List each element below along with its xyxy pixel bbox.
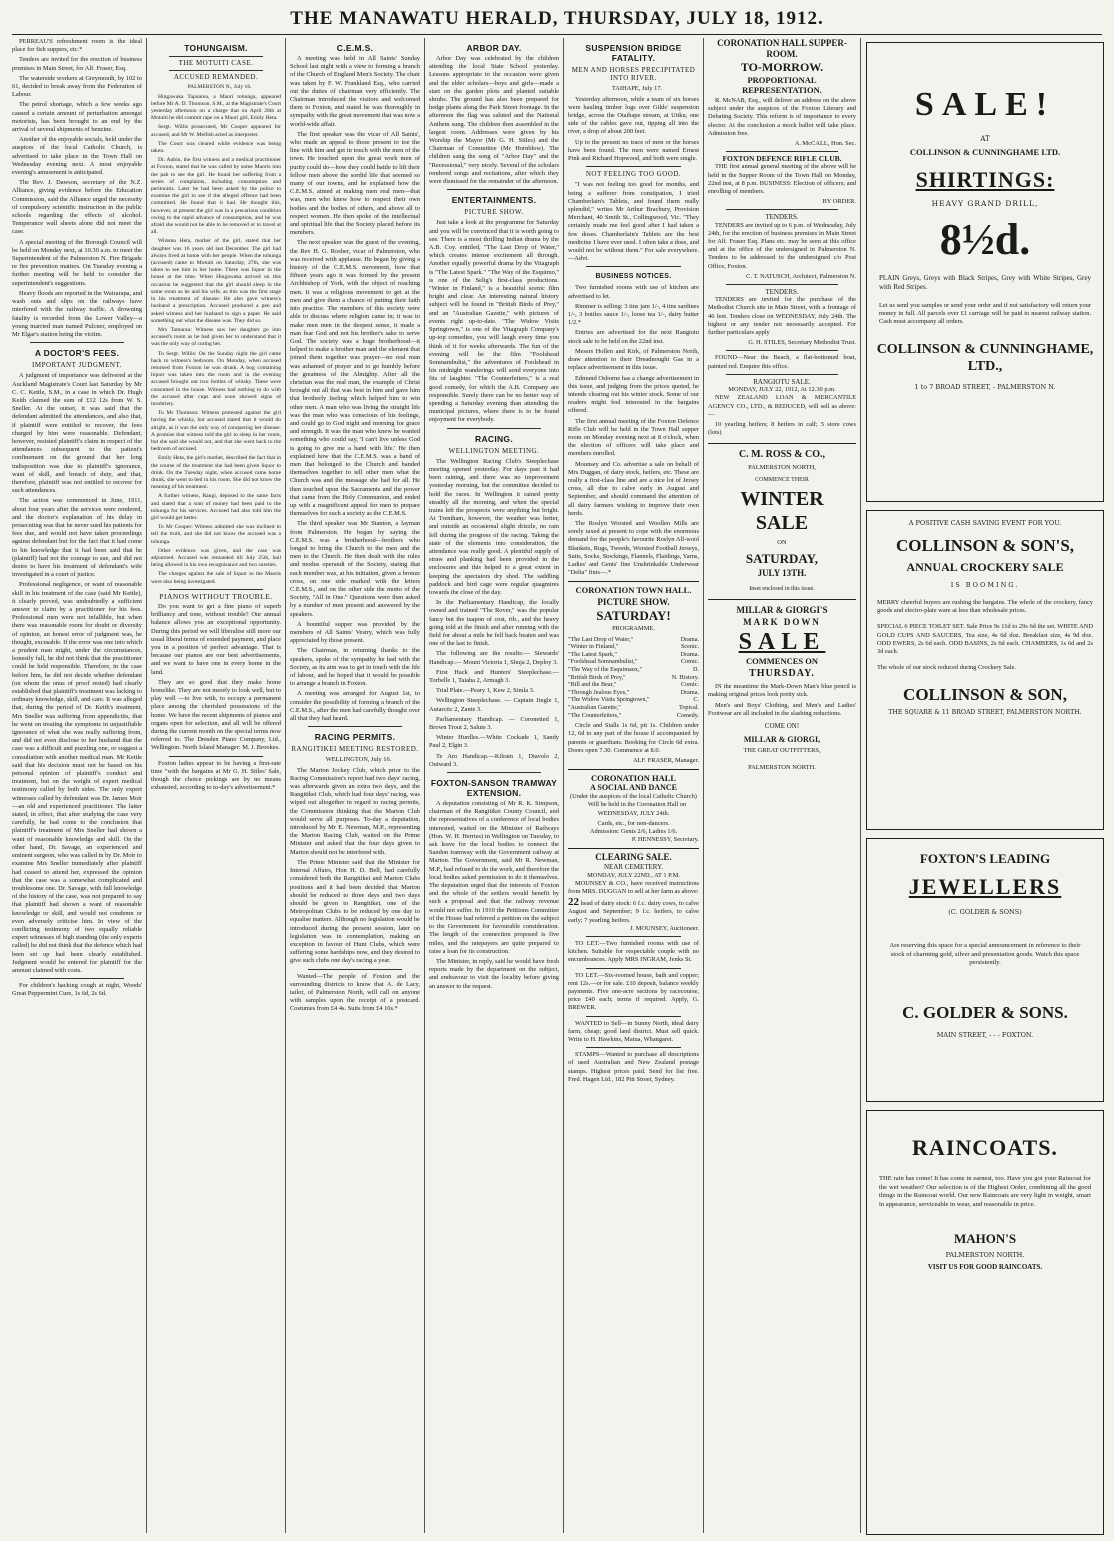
ad-coronation-town-hall bbox=[568, 581, 699, 765]
divider bbox=[586, 968, 681, 969]
paragraph: PLAIN Greys, Greys with Black Stripes, Grey with White Stripes, Grey with Red Stripes. bbox=[879, 274, 1091, 291]
programme-film-title: "British Birds of Prey," bbox=[568, 673, 626, 681]
ad-subtitle: NEAR CEMETERY. bbox=[604, 863, 663, 872]
paragraph: The charges against the sale of liquor to the Maoris were also being investigated. bbox=[151, 571, 281, 585]
ad-line: HEAVY GRAND DRILL, bbox=[931, 199, 1039, 208]
paragraph: Let us send you samples or send your order and if not satisfactory will return your money in full. All parcels over £1 carriage will be paid to nearest railway station. Cash must accompany all orders. bbox=[879, 302, 1091, 326]
subhead: THE MOTUITI CASE. bbox=[178, 59, 254, 67]
divider bbox=[726, 209, 838, 210]
ad-coronation-hall-social bbox=[568, 769, 699, 844]
programme-film-genre: Drama. bbox=[680, 650, 699, 658]
ad-title: C. M. ROSS & CO., bbox=[738, 449, 826, 461]
ad-line: Cards, etc., for non-dancers. bbox=[597, 819, 670, 827]
programme-film-title: "Through Jealous Eyes," bbox=[568, 688, 630, 696]
headline-entertainments: ENTERTAINMENTS. bbox=[451, 195, 537, 206]
paragraph: Wellington Steeplechase. — Captain Jingle 1, Autarctic 2, Zante 3. bbox=[429, 697, 559, 713]
ad-mahons-raincoats bbox=[866, 1110, 1104, 1535]
programme-film-genre: Drama. bbox=[680, 688, 699, 696]
programme-film-title: "The Widow Visits Springtown," bbox=[568, 696, 650, 704]
signature: ALF. FRASER, Manager. bbox=[632, 756, 699, 764]
divider bbox=[586, 1016, 681, 1017]
programme-film-genre: Comic. bbox=[680, 681, 699, 689]
programme-film-genre: Comic. bbox=[680, 658, 699, 666]
ad-title: FOXTON'S LEADING bbox=[919, 851, 1051, 866]
paragraph: Rimmer is selling: 3 tins jam 1/-, 4 tins sardines 1/-, 3 bottles sauce 1/-, loose tea 1/-, dairy butter 1/2.* bbox=[568, 302, 699, 327]
ad-sign: COLLINSON & SON, bbox=[903, 685, 1067, 705]
ad-firm-name: C. GOLDER & SONS. bbox=[902, 1002, 1068, 1022]
paragraph: They are so good that they make home homelike. They are not merely to look well, but to play well —to live with, to occupy a permanent place among the cherished possessions of the home. We have the recent shipments of pianos and organs open for selection, and all will be offered during the current month on the special terms now referred to. The Dresden Piano Company, Ltd., Wellington. North Island Manager: M. J. Brookes. bbox=[151, 678, 281, 752]
divider bbox=[308, 726, 402, 727]
programme-film-genre: Scenic. bbox=[680, 643, 699, 651]
ad-winter: WINTER bbox=[740, 487, 824, 510]
paragraph: Just take a look at the programme for Saturday and you will be convinced that it is worth going to see. There is a most thrilling Indian drama by the A.B. Coy. entitled, "The Last Drop of Water," which creates intense excitement all through. Another equally powerful drama by the Vitagraph is "The Latest Spark." "The Way of the Esquimo," is one of the Selig's first-class productions. "Winter in Finland," is a beautiful scenic film bright and clear. An interesting natural history subject will be found in "British Birds of Prey," and an "Australian Gazette," with pictures of events right up-to-date. "The Widow Visits Springtown," is one of the Vitagraph Company's up-top comedies, you will laugh every time you think of it for weeks afterwards. The fun of the evening will be the film "Foolshead Somnambulist," the adventures of Foolshead in his midnight wanderings will send everyone into fits of laughter. "The Counterfeiters," is a real good comedy, for which the A.B. Company are responsible. Surely there can be no better way of spending a Saturday evening than attending the municipal pictures, where there is to be found enjoyment for everybody. bbox=[429, 219, 559, 424]
paragraph: Tenders are invited for the erection of business premises in Main Street, for Alf. Fraser, Esq. bbox=[12, 56, 142, 72]
divider bbox=[169, 756, 263, 757]
headline-tramway: FOXTON-SANSON TRAMWAY EXTENSION. bbox=[430, 778, 558, 799]
ad-sale-title: SALE! bbox=[914, 86, 1056, 123]
divider bbox=[447, 428, 541, 429]
ad-sale: SALE bbox=[738, 629, 826, 656]
paragraph: The Roslyn Worsted and Woollen Mills are sorely taxed at present to cope with the enormous demand for the people's favourite Roslyn All-wool Blankets, Rugs, Tweeds, Worsted Football Jerseys, Suits, Socks, Stockings, Flannels, Flaidings, Yarns, Ladies' and Gents' fine Unshrinkable Underwear "Delta" finis—.* bbox=[568, 519, 699, 577]
divider bbox=[447, 772, 541, 773]
paragraph: To Sergt. Willis: On the Sunday night the girl came back to witness's bedroom. On Monday, when accused returned from Foxton he was drunk. A bog containing liquor was taken into the room and in the evening accused brought out two bottles of whisky. These were consumed in the house. Witness had nothing to do with the accused after cups and soon showed signs of insobriety. bbox=[151, 350, 281, 407]
divider bbox=[726, 284, 838, 285]
programme-film-title: "Foolshead Somnambulist," bbox=[568, 658, 638, 666]
signature: G. H. STILES, Secretary Methodist Trust. bbox=[748, 339, 856, 347]
divider bbox=[586, 936, 681, 937]
programme-film-genre: Drama. bbox=[680, 635, 699, 643]
programme-item bbox=[568, 643, 699, 651]
programme-item bbox=[568, 658, 699, 666]
programme-film-genre: Comedy. bbox=[676, 711, 699, 719]
column-rule bbox=[860, 38, 861, 1533]
ad-date: JULY 13TH. bbox=[757, 567, 807, 578]
ad-line: COMMENCES ON bbox=[745, 656, 818, 667]
paragraph: To Mr Cooper: Witness admitted she was inclined to tell the truth, and she did not know the accused was a tohunga. bbox=[151, 524, 281, 545]
divider bbox=[586, 166, 681, 167]
paragraph: SPECIAL 6 PIECE TOILET SET. Sale Price 9s 11d to 29s 6d the set. WHITE AND GOLD CUPS AND SAUCERS, Tea size, 4s 6d doz. Breakfast size, 4s 9d doz. ODD EWERS, 2s 6d each. ODD BASINS, 2s 6d each. CHAMBERS, 1s 6d and 2s 3d each. bbox=[877, 623, 1093, 656]
subhead: PICTURE SHOW. bbox=[464, 208, 524, 217]
divider bbox=[586, 266, 681, 267]
paragraph: PERREAU'S refreshment room is the ideal place for fish suppers, etc.* bbox=[12, 38, 142, 54]
ad-line: Admission: Gents 2/6, Ladies 1/6. bbox=[589, 827, 678, 835]
ad-firm-name: MAHON'S bbox=[953, 1231, 1017, 1247]
ad-day: THURSDAY. bbox=[749, 668, 815, 680]
paragraph: The Wellington Racing Club's Steeplechase meeting opened yesterday. For days past it had been raining, and there was no improvement yesterday morning, but the committee decided to hold the races. In Wellington it rained pretty steadily all the morning, and when the special trains left the prospects were anything but bright. At Trentham, however, the weather was better, and outside an occasional slight drizzle, no rain fell during the progress of the racing. Taking the state of the elements into consideration, the attendance was really good. A plentiful supply of straw and planking had been provided in the enclosures and this helped to a great extent in keeping the spectators dry shod. The saddling paddock and bird cage were regular quagmires towards the close of the day. bbox=[429, 457, 559, 596]
programme-item bbox=[568, 704, 699, 712]
ad-when: TO-MORROW. bbox=[740, 60, 824, 74]
programme-film-title: "The Counterfeiters," bbox=[568, 711, 622, 719]
paragraph: A meeting was arranged for August 1st, to consider the possibility of forming a branch of the C.E.M.S., after the men had carefully thought over all that they had heard. bbox=[290, 690, 420, 723]
paragraph: Messrs Hollen and Kirk, of Palmerston North, draw attention to their Dreadnought Gas in a replace advertisement in this issue. bbox=[568, 347, 699, 372]
paragraph: Are reserving this space for a special announcement in reference to their stock of charming gold, silver and presentation goods. Watch this space persistently. bbox=[889, 942, 1081, 966]
paragraph: Parliamentary Handicap. — Coronetted 1, Brown Trout 2, Salute 3. bbox=[429, 715, 559, 732]
ad-mark-down: MARK DOWN bbox=[743, 617, 821, 628]
paragraph: Emily Heta, the girl's mother, described the fact that in the course of the treatment she had been given liquor to drink. On the Tuesday night, when accused came home drunk, she went to bed in his room. She did not know the meaning of his treatment. bbox=[151, 455, 281, 491]
paragraph: Circle and Stalls 1s 6d, pit 1s. Children under 12, 6d to any part of the house if accompanied by parents or guardians. Booking for Circle 6d extra. Doors open 7.30. Commence at 8.0. bbox=[568, 722, 699, 754]
paragraph: THE rain has come! It has come in earnest, too. Have you got your Raincoat for the wet weather? Our selection is of the Highest Order, combining all the good things in the Raincoat world. Our new Raincoats are very light in weight, smart in appearance, serviceable in wear, and reasonable in price. bbox=[879, 1175, 1091, 1208]
headline-pianos: PIANOS WITHOUT TROUBLE. bbox=[159, 591, 273, 601]
signature: A. McCALL, Hon. Sec. bbox=[794, 140, 856, 148]
ad-sale: SALE bbox=[755, 511, 809, 534]
paragraph: Wiremu Heta, mother of the girl, stated that her daughter was 16 years old last December. The girl had always lived at home with her people. When the tohunga (accused) came to Motuiti on Saturday, 27th, she was taken to see him in her home. There was liquor in the house at the time. When Hingawaka arrived on this occasion he suggested that the girl should sleep in the same room as he and his wife, as this was the first stage in his treatment of disease. He also gave witness's husband a prescription. Accused produced a pen and asked witness and her husband to sign a paper. He said something out what the disease was. They did so. bbox=[151, 238, 281, 324]
ad-line: PALMERSTON NORTH, bbox=[748, 464, 816, 472]
programme-film-title: "Australian Gazette," bbox=[568, 703, 621, 711]
column-rule bbox=[703, 38, 704, 1533]
paragraph: Mrs Tamurau: Witness saw her daughter go into accused's room as he had given her to understand that it was the only way of curing her. bbox=[151, 326, 281, 348]
ad-line: IS BOOMING. bbox=[950, 581, 1020, 589]
programme-film-genre: D. bbox=[692, 665, 699, 673]
paragraph: The Court was cleared while evidence was being taken. bbox=[151, 140, 281, 155]
paragraph: Edmund Osborne has a change advertisement in this issue, and judging from the prices quoted, he intends clearing out his winter stock. Some of our readers might feel interested in the bargains offered. bbox=[568, 374, 699, 415]
headline-bridge-fatality: SUSPENSION BRIDGE FATALITY. bbox=[585, 43, 682, 63]
stock-list: 10 yearling heifers; 8 heifers in calf; 5 store cows (lots) bbox=[708, 420, 856, 437]
paragraph: Two furnished rooms with use of kitchen are advertised to let. bbox=[568, 284, 699, 300]
dateline: TAIHAPE, July 17. bbox=[611, 85, 663, 93]
ad-line: A POSITIVE CASH SAVING EVENT FOR YOU. bbox=[908, 519, 1062, 527]
ad-date: MONDAY, JULY 22, 1912, At 12.30 p.m. bbox=[728, 386, 836, 394]
headline-doctors-fees: A DOCTOR'S FEES. bbox=[34, 348, 120, 359]
paragraph: "I was not feeling too good for months, and being a sufferer from constipation, I tried Chamberlain's Tablets, and found them really splendid," writes Mr Arthur Bracbury, Provision Merchant, 40 Smith St., Collingwood, Vic. "They certainly made me feel good after I had taken a few doses. Chamberlain's Tablets are the best medicine I have ever used. I often take a dose, and would not be without them." For sale everywhere.—Advt. bbox=[568, 181, 699, 263]
ad-title: CORONATION HALL bbox=[590, 773, 677, 784]
programme-item bbox=[568, 636, 699, 644]
programme-film-title: "The Latest Spark," bbox=[568, 650, 617, 658]
ad-title: RAINCOATS. bbox=[912, 1135, 1058, 1160]
classified-to-let: TO LET.—Two furnished rooms with use of kitchen. Suitable for respectable couple with no encumbrances. Apply MRS INGRAM, Jenks St. bbox=[568, 939, 699, 964]
stock-count: 22 bbox=[568, 896, 579, 909]
divider bbox=[447, 189, 541, 190]
paragraph: The action was commenced in June, 1911, about four years after the services were rendered, and the doctor's explanation of his delay in prosecuting was that he never sued his patients for fees due, and would not have taken proceedings against defendant but for the fact that it had come to his knowledge that it had been said that he (plaintiff) had not the courage to sue, and did not desire to have his treatment of defendant's wife investigated in a court of justice. bbox=[12, 497, 142, 579]
signature: P. HENNESSY, Secretary. bbox=[631, 836, 699, 844]
paragraph: IN the meantime the Mark-Down Man's blue pencil is making original prices look pretty sick. bbox=[708, 683, 856, 699]
divider bbox=[726, 151, 838, 152]
programme-item bbox=[568, 696, 699, 704]
paragraph: The Marton Jockey Club, which prior to the Racing Commission's report had two days' racing, was afterwards given an extra two days, and the Rangitikei Club, which had four days' racing, was wiped out altogether in regard to racing permits, the Commission thinking that the Marton Club would serve all purposes. To-day a deputation, introduced by Mr E. Newman, M.P., representing the Marton Racing Club, waited on the Prime Minister and asked that the four days given to Marton should not be interfered with. bbox=[290, 766, 420, 856]
ad-subtitle: PROPORTIONAL REPRESENTATION. bbox=[742, 75, 822, 95]
ad-shirtings: SHIRTINGS: bbox=[915, 167, 1055, 192]
paragraph: For children's hacking cough at night, Woods' Great Peppermint Cure, 1s 6d, 2s 6d. bbox=[12, 982, 142, 998]
column-4 bbox=[429, 38, 559, 1533]
ad-title: CLEARING SALE. bbox=[595, 852, 672, 863]
paragraph: Wanted—The people of Foxton and the surrounding districts to know that A. de Lacy, tailor, of Palmerston North, will call on anyone with samples upon the receipt of a postcard. Costumes from £4 4s. Suits from £4 10s.* bbox=[290, 972, 420, 1013]
subhead: IMPORTANT JUDGMENT. bbox=[32, 361, 122, 370]
classified-found: FOUND—Near the Beach, a flat-bottomed boat, painted red. Enquire this office. bbox=[708, 354, 856, 370]
paragraph: Another of the enjoyable socials, held under the auspices of the local Catholic Church, is advertised to take place in the Town Hall on Wednesday evening next. A most enjoyable evening's amusement is anticipated. bbox=[12, 136, 142, 177]
paragraph: Sergt. Willis prosecuted, Mr Cooper appeared for accused, and Mr W. Mellish acted as interpreter. bbox=[151, 124, 281, 138]
ad-cm-ross bbox=[708, 443, 856, 593]
paragraph: The next speaker was the guest of the evening, the Rev H. G. Rosher, vicar of Palmerston, who was received with applause. He began by giving a history of the C.E.M.S. movement, how that fifteen years ago it was formed by the present Archbishop of York, with the object of reaching men. It was a religious movement to get at the men and give them a chance of putting their faith into practice. The members of this society were able to discuss where religion came in; it was to make men men in the deepest sense, it made a man fear God and not his brother's sake to serve God. The society was a huge brotherhood—it helped to make a brother man and the element that joined them together was prayer—no real man was ashamed of prayer and to go humbly before the greatness of the Almighty. After all the christian was the real man, the example of Christ brought out all that was best in him and gave him that brotherly feeling which helped him to win other men. A man who was living the straight life was the man who was conscious of his feelings, and could go to God night and morning for grace and strength. It was the man who knew he wanted something who could say, 'I can't live unless God is going to give me a hand with life.' He then explained how that the C.E.M.S. was a band of men that belonged to the Church and banded themselves together to tell other men what the Church was and the message she had for all. He then touched upon the Sacraments and the power that came from the Holy Communion, and ended up with a magnificent appeal for men to prepare themselves for such a society as the C.E.M.S. bbox=[290, 239, 420, 518]
paragraph: A further witness, Rangi, deposed to the same facts and stated that a sum of money had been paid to the tohunga for his services. Accused had also told him the girl would get better. bbox=[151, 493, 281, 521]
paragraph: The third speaker was Mr Stanton, a layman from Palmerston. He began by saying the C.E.M.S. was a brotherhood—brothers who longed to bring the Church to the men and the men to the Church. He then dealt with the rules and modus operandi of the Society, stating that each member was, at his initiation, given a bronze cross, on one side marked with the letters C.E.M.S., and on the other side the motto of the Society, "All in One." Questions were then asked by a number of men present and answered by the speakers. bbox=[290, 520, 420, 618]
column-rule bbox=[146, 38, 147, 1533]
paragraph: The first speaker was the vicar of All Saints', who made an appeal to those present to toe the line with him and get in touch with the men of the town. He touched upon the great work men of purity could do—how they could battle to lift their fellow men above the sordid life that seemed so many of our towns, and he explained how the C.E.M.S. aimed at making men real men—that was, men who knew how to respect their own bodies and the bodies of others, and above all to respect women. He then spoke of the intellectual and spiritual life that the Society placed before its members. bbox=[290, 130, 420, 237]
column-rule bbox=[424, 38, 425, 1533]
ad-address: THE SQUARE & 11 BROAD STREET, PALMERSTON NORTH. bbox=[888, 709, 1082, 717]
programme-film-title: "The Way of the Esquimaux," bbox=[568, 665, 643, 673]
paragraph: THE first annual general meeting of the above will be held in the Supper Room of the Town Hall on Monday, 22nd inst, at 8 p.m. BUSINESS: Election of officers; and enrolling of members. bbox=[708, 163, 856, 196]
stock-list: head of dairy stock: 6 f.c. dairy cows, to calve August and September; 9 f.c. heifers, to calve early; 7 yearling heifers. bbox=[568, 900, 699, 924]
ad-day: SATURDAY, bbox=[745, 550, 819, 566]
paragraph: Men's and Boys' Clothing, and Men's and Ladies' Footwear are all included in the slashing reductions. bbox=[708, 701, 856, 717]
paragraph: MOUNSEY & CO., have received instructions from MRS. DUGGAN to sell at her farm as above: bbox=[568, 879, 699, 895]
paragraph: Hingawaka Tapuarea, a Maori tohunga, appeared before Mr A. D. Thomson, S.M., at the Magistrate's Court yesterday afternoon on a charge that on April 28th at Motuiti he did commit rape on a Maori girl, Emily Heta. bbox=[151, 93, 281, 122]
column-6 bbox=[708, 38, 856, 1533]
classified-stamps: STAMPS—Wanted to purchase all descriptions of used Australian and New Zealand postage stamps. Highest prices paid. Send for list free. Fred. Hagen Ltd., 182 Pitt Street, Sydney. bbox=[568, 1051, 699, 1083]
classified-wanted: WANTED to Sell—in Sunny North, ideal dairy farm, cheap; good land district. Must sell quick. Write to H. Hawkins, Matua, Whangarei. bbox=[568, 1019, 699, 1043]
ad-line: ON bbox=[777, 538, 787, 546]
divider bbox=[30, 342, 124, 343]
dateline: PALMERSTON N., July 16. bbox=[187, 84, 252, 91]
paragraph: To Mr Thomson: Witness protested against the girl having the whisky, but accused stated that it would do alright, as it was the only way of conquering her disease. A promise that witness told the girl to sleep in her room, but she said she would not, and that she went back to the bedroom of accused. bbox=[151, 410, 281, 453]
paragraph: Do you want to get a fine piano of superb brilliancy and tone, without trouble? Our annual balance allows you an exceptional opportunity. During this period we will liberalise still more our usual liberal terms of extended payment, and place you in a position of perfect advantage. That is because our pianos are our best advertisements, and we want to have one in every home in the land. bbox=[151, 603, 281, 676]
ad-date: MONDAY, JULY 22ND., AT 1 P.M. bbox=[587, 871, 680, 879]
divider bbox=[169, 70, 263, 71]
ad-programme-label: PROGRAMME. bbox=[612, 625, 655, 633]
headline-tohungaism: TOHUNGAISM. bbox=[184, 43, 248, 53]
programme-film-title: "Winter in Finland," bbox=[568, 643, 619, 651]
programme-item bbox=[568, 651, 699, 659]
subhead: MEN AND HORSES PRECIPITATED INTO RIVER. bbox=[571, 66, 696, 83]
paragraph: In the Parliamentary Handicap, the locally owned and trained "The Rover," was the popular fancy but the tuapon of cost, rib., and the heavy going told at the finish and after running with the field for about a mile he fell back beaten and was one of the last to finish. bbox=[429, 599, 559, 648]
paragraph: TENDERS are invited for the purchase of the Methodist Church site in Main Street, with a frontage of 46 feet. Tenders close on WEDNESDAY, July 24th. The highest or any tender not necessarily accepted. For further particulars apply bbox=[708, 296, 856, 337]
masthead-rule bbox=[12, 34, 1102, 35]
paragraph: Trial Plate.—Peary 1, Kew 2, Simla 3. bbox=[436, 687, 535, 695]
headline-arbor-day: ARBOR DAY. bbox=[466, 43, 522, 53]
paragraph: Dr. Aubin, the first witness and a medical practitioner at Foxton, stated that he was called by some Maoris into the pah to see the girl. He found her suffering from a series of complaints, including consumption and peritonitis. Later he had been asked by the police to examine the girl to see if the alleged offence had been committed. He found that it had. He thought this, however, at present the girl was in a precarious condition owing to the rapid advance of consumption, and he was afraid she would not be able to be removed or to travel at all. bbox=[151, 157, 281, 236]
headline-business-notices: BUSINESS NOTICES. bbox=[595, 273, 672, 281]
ad-title: TENDERS. bbox=[765, 288, 799, 297]
ad-day: SATURDAY! bbox=[596, 608, 671, 624]
paragraph: Winter Hurdles.—White Cockade 1, Sandy Paul 2, Elgin 3. bbox=[429, 734, 559, 750]
paragraph: The whole of our stock reduced during Crockery Sale. bbox=[877, 664, 1016, 672]
column-rule bbox=[563, 38, 564, 1533]
divider bbox=[726, 374, 838, 375]
ad-clearing-sale bbox=[568, 848, 699, 933]
signature: C. T. NATUSCH, Architect, Palmerston N. bbox=[746, 272, 856, 280]
signature: BY ORDER. bbox=[822, 198, 856, 206]
ad-title: MILLAR & GIORGI'S bbox=[736, 605, 828, 616]
paragraph: First Hack and Hunters' Steeplechase.—Torbelle 1, Taiaha 2, Armagh 3. bbox=[429, 668, 559, 685]
paragraph: Entries are advertised for the next Rangiotu stock sale to be held on the 22nd inst. bbox=[568, 329, 699, 345]
ad-address: PALMERSTON NORTH. bbox=[945, 1251, 1025, 1260]
programme-film-genre: C. bbox=[693, 696, 699, 704]
ad-line: (Under the auspices of the local Catholic Church) bbox=[570, 793, 697, 801]
column-5 bbox=[568, 38, 699, 1533]
paragraph: The Rev. J. Dawson, secretary of the N.Z. Alliance, giving evidence before the Education Commission, said the Alliance urged the necessity of compulsory scientific instruction in the public schools regarding the effects of alcohol. Temperance wall sheets alone did not meet the case. bbox=[12, 179, 142, 236]
ad-line: Inset enclosed in this issue. bbox=[749, 585, 815, 592]
divider bbox=[726, 350, 838, 351]
programme-film-genre: Topical. bbox=[678, 703, 699, 711]
ad-title: ANNUAL CROCKERY SALE bbox=[906, 560, 1064, 574]
ad-line: VISIT US FOR GOOD RAINCOATS. bbox=[927, 1263, 1043, 1272]
programme-item bbox=[568, 666, 699, 674]
ad-line: PALMERSTON NORTH. bbox=[748, 763, 816, 771]
ad-subtitle: PICTURE SHOW. bbox=[597, 597, 670, 608]
paragraph: Other evidence was given, and the case was adjourned. Accused was remanded till July 25th, bail being allowed in his own recognisance and two sureties. bbox=[151, 547, 281, 569]
paragraph: A special meeting of the Borough Council will be held on Monday next, at 10.30 a.m. to meet the Superintendent of the Palmerston N. Fire Brigade re fire prevention matters. On Tuesday evening a further meeting will be held to consider the superintendent's suggestions. bbox=[12, 238, 142, 287]
paragraph: A meeting was held in All Saints' Sunday School last night with a view to forming a branch of the Church of England Men's Society. The chair was taken by F. W. Frankland Esq., who carried out the duties of chairman very efficiently. The Chairman introduced the visitors and welcomed them to Foxton, and stated he was thoroughly in sympathy with the great movement that was now a world-wide affair. bbox=[290, 55, 420, 128]
paragraph: MERRY cheerful buyers are rushing the bargains. The whole of the crockery, fancy goods and electro-plate ware at less than wholesale prices. bbox=[877, 599, 1093, 615]
divider bbox=[30, 978, 124, 979]
ad-firm: COLLINSON & CUNNINGHAME LTD. bbox=[909, 147, 1061, 157]
programme-film-genre: N. History. bbox=[671, 673, 699, 681]
paragraph: R. McNAB, Esq., will deliver an address on the above subject under the auspices of the Foxton Literary and Debating Society. This reform is of importance to every elector. At the conclusion a mock ballot will take place. Admission free. bbox=[708, 97, 856, 137]
ad-line: COME ON! bbox=[764, 721, 800, 730]
column-3 bbox=[290, 38, 420, 1533]
paragraph: Yesterday afternoon, while a team of six horses were hauling timber logs over Gilds' suspension bridge, across the Otaihape stream, at Utiku, one side of the cables gave out, tipping all into the river, a drop of about 200 feet. bbox=[568, 95, 699, 136]
divider bbox=[169, 56, 263, 57]
ad-sign: MILLAR & GIORGI, bbox=[743, 735, 821, 745]
masthead-title: THE MANAWATU HERALD, THURSDAY, JULY 18, 1912. bbox=[290, 8, 824, 29]
column-2 bbox=[151, 38, 281, 1533]
ad-title: RANGIOTU SALE. bbox=[753, 377, 811, 386]
subhead: RANGITIKEI MEETING RESTORED. bbox=[291, 745, 419, 754]
paragraph: The waterside workers at Greymouth, by 102 to 61, decided to break away from the Federation of Labour. bbox=[12, 74, 142, 99]
ad-collinson-cunninghame bbox=[866, 42, 1104, 502]
paragraph: Mounsey and Co. advertise a sale on behalf of Mrs Duggan, of dairy stock, heifers, etc. These are really a first-class line and are a nice lot of Jersey cross, all due to calve early in August and September, and should command the attention of all dairy farmers wishing to improve their own herds. bbox=[568, 460, 699, 517]
ad-line: AT bbox=[980, 135, 990, 143]
paragraph: Up to the present no trace of men or the horses have been found. The men were named Ernest Pink and Richard Hopwood, and both were single. bbox=[568, 138, 699, 163]
subhead: ACCUSED REMANDED. bbox=[173, 73, 259, 82]
ad-jewellers: JEWELLERS bbox=[908, 874, 1062, 899]
paragraph: The first annual meeting of the Foxton Defence Rifle Club will be held in the Town Hall supper room on Monday evening next at 8 o'clock, when the election of officers will take place and members enrolled. bbox=[568, 417, 699, 458]
ad-address: MAIN STREET, - - - FOXTON. bbox=[936, 1030, 1034, 1039]
ad-price: 8½d. bbox=[939, 215, 1031, 264]
ad-title: TENDERS. bbox=[765, 213, 799, 222]
paragraph: Arbor Day was celebrated by the children attending the local State School yesterday. Lessons appropriate to the occasion were given and the elder scholars—boys and girls—made a start on the garden plots and planted suitable shrubs. The ground has also been prepared for hedge plants along the Park Street frontage. In the afternoon the flag was saluted and the National Anthem sung. The children then assembled in the largest room. Addresses were given by his Worship the Mayor (Mr G. H. Stiles) and the Chairman of Committee (Mr Hornblow). The children sang the song of "Arbor Day" and the "Recessional," very nicely. Several of the scholars rendered songs and recitations, after which they were dismissed for the remainder of the afternoon. bbox=[429, 55, 559, 186]
ad-line: (C. GOLDER & SONS) bbox=[948, 908, 1022, 916]
paragraph: Heavy floods are reported in the Wairarapa, and wash outs and slips on the railways have interfered with the railway traffic. A drowning fatality is recorded from the Lower Valley—a young married man named Pulcner, employed on Mr Elgar's station being the victim. bbox=[12, 289, 142, 338]
ad-title: CORONATION HALL SUPPER-ROOM. bbox=[717, 38, 847, 59]
paragraph: The Prime Minister said that the Minister for Internal Affairs, Hon H. D. Bell, had carefully considered both the Rangitikei and Marton Clubs positions and it had been decided that Marton should be reduced to three days and two days should be given to Rangitikei, one of the Metropolitan Clubs to be reduced by one day to equalise matters. Although no legislation would be introduced during the present session, later on legislation was in contemplation, making an exception in favour of Hunt Clubs, which were suffering some hardships now, and they desired to give such clubs one day's racing a year. bbox=[290, 858, 420, 965]
ad-address: 1 to 7 BROAD STREET, - PALMERSTON N. bbox=[914, 382, 1056, 391]
programme-item bbox=[568, 681, 699, 689]
ad-line: Will be held in the Coronation Hall on WEDNESDAY, JULY 24th. bbox=[587, 801, 687, 817]
paragraph: A judgment of importance was delivered at the Auckland Magistrate's Court last Saturday by Mr C. C. Kettle, S.M., in a case in which Dr. Hugh Keith claimed the sum of £12 12s from W. S. Sneller. At the outset, it was said that the defendant admitted the attendances, and also that, if plaintiff were entitled to recover, the fees charged by him were reasonable. Defendant, however, resisted plaintiff's claim in respect of the attendances subsequent to the patient's confinement on the ground that her long indisposition was due to plaintiff's ignorance, want of skill, and breach of duty, and that, therefore, plaintiff was not entitled to recover for such attendances. bbox=[12, 372, 142, 495]
headline-racing-permits: RACING PERMITS. bbox=[314, 732, 396, 743]
paragraph: A bountiful supper was provided by the members of All Saints' Vestry, which was fully appreciated by those present. bbox=[290, 620, 420, 645]
divider bbox=[586, 1047, 681, 1048]
paragraph: The Chairman, in returning thanks to the speakers, spoke of the sympathy he had with the Society, as its aim was to get in touch with the life of labour, and he hoped that it would be possible to arrange a branch in Foxton. bbox=[290, 647, 420, 688]
headline-racing: RACING. bbox=[475, 433, 513, 444]
dateline: WELLINGTON, July 16. bbox=[325, 756, 392, 764]
column-1 bbox=[12, 38, 142, 1533]
paragraph: NEW ZEALAND LOAN & MERCANTILE AGENCY CO., LTD., & REDUCED, will sell as above:— bbox=[708, 394, 856, 418]
paragraph: Te Aro Handicap.—Kilrain 1, Diavolo 2, Outward 3. bbox=[429, 752, 559, 768]
ad-collinson-crockery bbox=[866, 510, 1104, 830]
programme-item bbox=[568, 712, 699, 720]
divider bbox=[169, 589, 263, 590]
paragraph: The Minister, in reply, said he would have fresh reports made by the department on the subject, and endeavour to visit the locality before giving an answer to the request. bbox=[429, 957, 559, 990]
paragraph: The petrol shortage, which a few weeks ago caused a certain amount of perturbation amongst motorists, has been brought to an end by the arrival of several shipments of benzine. bbox=[12, 101, 142, 134]
paragraph: Foxton ladies appear to be having a first-rate time "with the bargains at Mr G. H. Stiles' Sale, though the choice pickings are by no means exhausted, according to to-day's advertisement.* bbox=[151, 759, 281, 792]
divider bbox=[308, 969, 402, 970]
programme-list bbox=[568, 636, 699, 720]
programme-item bbox=[568, 674, 699, 682]
ad-title: FOXTON DEFENCE RIFLE CLUB. bbox=[722, 154, 842, 164]
paragraph: Professional negligence, or want of reasonable skill in his treatment of the case (said Mr Kettle), it clearly proved, was undoubtedly a sufficient answer to claim by a practitioner for his fees. Professional men were not infallible, but when there was reasonable room for doubt or diversity of opinion, an honest error of judgment was, he thought, excusable. If the error was one into which a prudent man might, under the circumstances, honestly fall, he did not think that the practitioner could be held responsible. Therefore, in the case before him, he did not decide whether defendant (on whom the onus of proof rested) had clearly established that plaintiff's treatment was lacking to ordinary knowledge, skill, and care. It was alleged that, during the period of Dr. Keith's treatment, Mrs Sneller was suffering from appendicitis, that he went on treating the symptoms in unjustifiable ignorance of what she was really suffering from, and did not even disclose to her husband that the case was a difficult and puzzling one, or suggest a consultation with another medical man. Mr Kettle said that his decision must not be based on his personal opinion of plaintiff's conduct and treatment, but on the weight of expert medical testimony called by both sides. The only expert witnesses called by defendant was Dr. James Moir—an old and experienced practitioner. The latter stated, in effect, that after studying the case very carefully, he had come to the conclusion that plaintiff's treatment of Mrs Sneller had shown a want of reasonable knowledge and skill. On the other hand, Dr. Savage, an experienced and eminent surgeon, who was called in by Dr. Moir to examine Mrs Sneller immediately after plaintiff had ceased to attend her, expressed the opinion that the case was a somewhat complicated and troublesome one. Dr. Savage, with full knowledge of the history of the case, was not prepared to say that plaintiff had shown a want of reasonable knowledge or skill, and would not condemn or even adversely criticise him. In view of the conflicting testimony of two equally reliable expert witnesses of high standing (the only experts called) he did not think that the defence which had been set up had been clearly established. Judgment would be entered for plaintiff for the amount claimed with costs. bbox=[12, 581, 142, 974]
ad-millar-giorgi bbox=[708, 599, 856, 772]
column-rule bbox=[285, 38, 286, 1533]
ad-foxton-jewellers bbox=[866, 838, 1104, 1102]
ad-firm: COLLINSON & SON'S, bbox=[895, 536, 1075, 555]
ad-firm-name: COLLINSON & CUNNINGHAME, LTD., bbox=[876, 341, 1094, 374]
paragraph: The following are the results:— Stewards' Handicap.— Mount Victoria 1, Shuja 2, Deploy 3. bbox=[429, 650, 559, 666]
ad-line: THE GREAT OUTFITTERS, bbox=[743, 747, 821, 755]
subhead: WELLINGTON MEETING. bbox=[448, 446, 540, 455]
ad-title: CORONATION TOWN HALL. bbox=[575, 585, 692, 596]
paragraph: A deputation consisting of Mr R. K. Simpson, chairman of the Rangitikei County Council, and the representatives of a conference of local bodies interested, waited on the Minister of Railways (Hon. W. H. Herries) in Wellington on Tuesday, to ask leave for the local bodies to connect the Sandon tramway with the Government railway at Marton. The Government, said Mr R. Newman, M.P., had refused to do the work, and therefore the local bodies asked permission to do it themselves. The deputation urged that the interests of Foxton and the whole of the settlers would benefit by such a proposal and that the railway revenue would not suffer. In 1910 the Petitions Committee of the House had referred a petition on the subject to the Government for favourable consideration. The length of the connection proposed is five miles, and the ratepayers are quite prepared to raise a loan for its construction. bbox=[429, 800, 559, 955]
headline-cems: C.E.M.S. bbox=[336, 43, 374, 53]
ad-subtitle: A SOCIAL AND DANCE bbox=[590, 783, 677, 793]
programme-film-title: "The Last Drop of Water," bbox=[568, 635, 634, 643]
ad-line: COMMENCE THEIR bbox=[755, 476, 809, 483]
paragraph: TENDERS are invited up to 6 p.m. of Wednesday, July 24th, for the erection of business premises in Main Street for Alf. Fraser Esq. Plans etc. may be seen at this office and at the office of the undersigned in Palmerston N. Tenders to be addressed to the undersigned c/o Post Office, Foxton. bbox=[708, 221, 856, 270]
programme-film-title: "Bill and the Bear," bbox=[568, 681, 617, 689]
programme-item bbox=[568, 689, 699, 697]
signature: J. MOUNSEY, Auctioneer. bbox=[630, 924, 699, 932]
classified-to-let: TO LET.—Six-roomed house, bath and copper; rent 12s.—or for sale. £10 deposit, balance weekly payments. Five one-acre sections by racecourse, price £40 each; terms if required. Apply, G. BREWER. bbox=[568, 971, 699, 1012]
headline-not-feeling-good: NOT FEELING TOO GOOD. bbox=[585, 170, 682, 179]
